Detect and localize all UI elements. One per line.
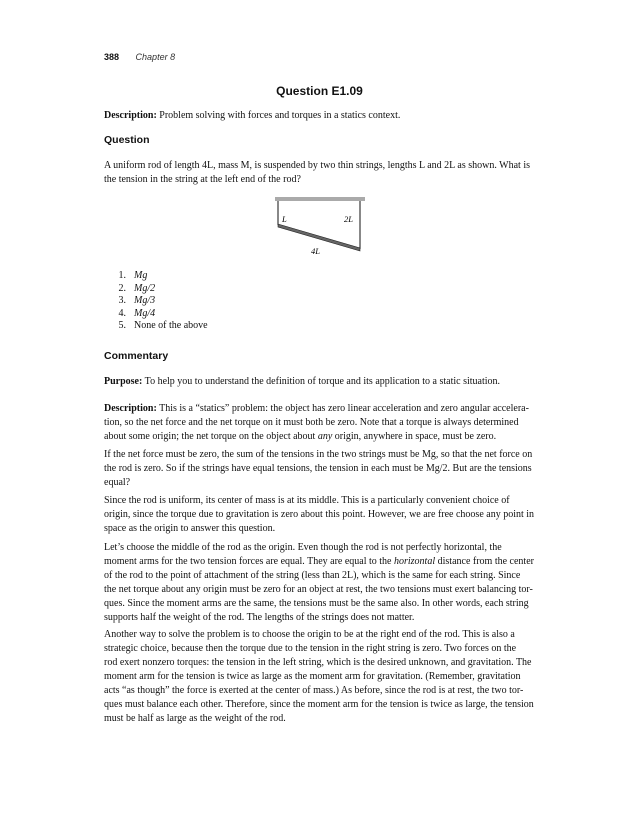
paragraph-line: space as the origin to answer this question. xyxy=(104,523,276,534)
question-heading: Question xyxy=(104,134,150,146)
paragraph-line: origin, since the torque due to gravitation is zero about this point. However, we are free choose any point in xyxy=(104,509,535,520)
paragraph-line: If the net force must be zero, the sum of the tensions in the two strings must be Mg, so that the net force on xyxy=(104,449,533,460)
choice-item: 5. None of the above xyxy=(118,320,208,331)
paragraph-line: ques. Since the moment arms are the same, the tensions must be the same also. In other words, each string xyxy=(104,598,529,609)
running-head xyxy=(104,52,175,62)
description-paragraph xyxy=(104,109,537,123)
paragraph-line: must be half as large as the weight of the rod. xyxy=(104,713,286,724)
rod-length-label: 4L xyxy=(311,246,320,256)
purpose-text: To help you to understand the definition of torque and its application to a static situation. xyxy=(144,376,501,387)
commentary-heading: Commentary xyxy=(104,350,169,362)
choice-item: 3. Mg/3 xyxy=(118,295,156,306)
paragraph-line: about some origin; the net torque on the object about any origin, anywhere in space, must be zero. xyxy=(104,431,497,442)
paragraph-line: acts “as though” the force is exerted at the center of mass.) As before, since the rod is at rest, the two tor- xyxy=(104,685,524,696)
paragraph-line: the net torque about any origin must be zero for an object at rest, the two tensions must exert balancing tor- xyxy=(104,584,533,595)
middle-origin-paragraph xyxy=(104,541,537,625)
question-paragraph xyxy=(104,159,537,187)
paragraph-line: of the rod to the point of attachment of the string (less than 2L), which is the same for each string. Since xyxy=(104,570,521,581)
paragraph-line: equal? xyxy=(104,477,131,488)
paragraph-line: the rod is zero. So if the strings have equal tensions, the tension in each must be Mg/2. But are the tensions xyxy=(104,463,532,474)
paragraph-line: moment arms for the two tension forces are equal. They are equal to the horizontal distance from the center xyxy=(104,556,534,567)
net-force-paragraph xyxy=(104,448,537,490)
paragraph-line: strategic choice, because then the torque due to the tension in the right string is zero. Two forces on the xyxy=(104,643,517,654)
answer-choices xyxy=(104,270,208,333)
paragraph-line: Let’s choose the middle of the rod as the origin. Even though the rod is not perfectly horizontal, the xyxy=(104,542,502,553)
description-label: Description: xyxy=(104,110,157,121)
paragraph-line: Another way to solve the problem is to choose the origin to be at the right end of the rod. This is also a xyxy=(104,629,515,640)
purpose-label: Purpose: xyxy=(104,376,143,387)
paragraph-line: supports half the weight of the rod. The lengths of the strings does not matter. xyxy=(104,612,415,623)
question-line: the tension in the string at the left end of the rod? xyxy=(104,174,301,185)
paragraph-line: rod exert nonzero torques: the tension in the left string, which is the desired unknown, and gravitation. The xyxy=(104,657,532,668)
description-commentary-paragraph xyxy=(104,402,537,444)
uniform-rod-paragraph xyxy=(104,494,537,536)
paragraph-line: Since the rod is uniform, its center of mass is at its middle. This is a particularly convenient choice of xyxy=(104,495,510,506)
paragraph-line: ques must balance each other. Therefore, since the moment arm for the tension is twice as large, the tension xyxy=(104,699,534,710)
page-number: 388 xyxy=(104,52,120,62)
ceiling-bar xyxy=(275,197,365,201)
description-text: Problem solving with forces and torques in a statics context. xyxy=(159,110,401,121)
right-end-origin-paragraph xyxy=(104,628,537,726)
paragraph-line: Description: This is a “statics” problem: the object has zero linear acceleration and zero angular accelera- xyxy=(104,403,529,414)
choice-item: 1. Mg xyxy=(118,270,148,281)
choice-item: 2. Mg/2 xyxy=(118,282,156,294)
rod-diagram xyxy=(265,197,375,259)
left-length-label: L xyxy=(282,214,287,224)
chapter-label: Chapter 8 xyxy=(135,52,176,62)
right-length-label: 2L xyxy=(344,214,353,224)
paragraph-line: tion, so the net force and the net torque on it must both be zero. Note that a torque is always determined xyxy=(104,417,519,428)
question-title: Question E1.09 xyxy=(276,84,363,98)
question-line: A uniform rod of length 4L, mass M, is suspended by two thin strings, lengths L and 2L as shown. What is xyxy=(104,160,530,171)
purpose-paragraph xyxy=(104,375,537,389)
paragraph-line: moment arm for the tension is twice as large as the moment arm for gravitation. (Remember, gravitation xyxy=(104,671,521,682)
choice-item: 4. Mg/4 xyxy=(118,307,156,319)
